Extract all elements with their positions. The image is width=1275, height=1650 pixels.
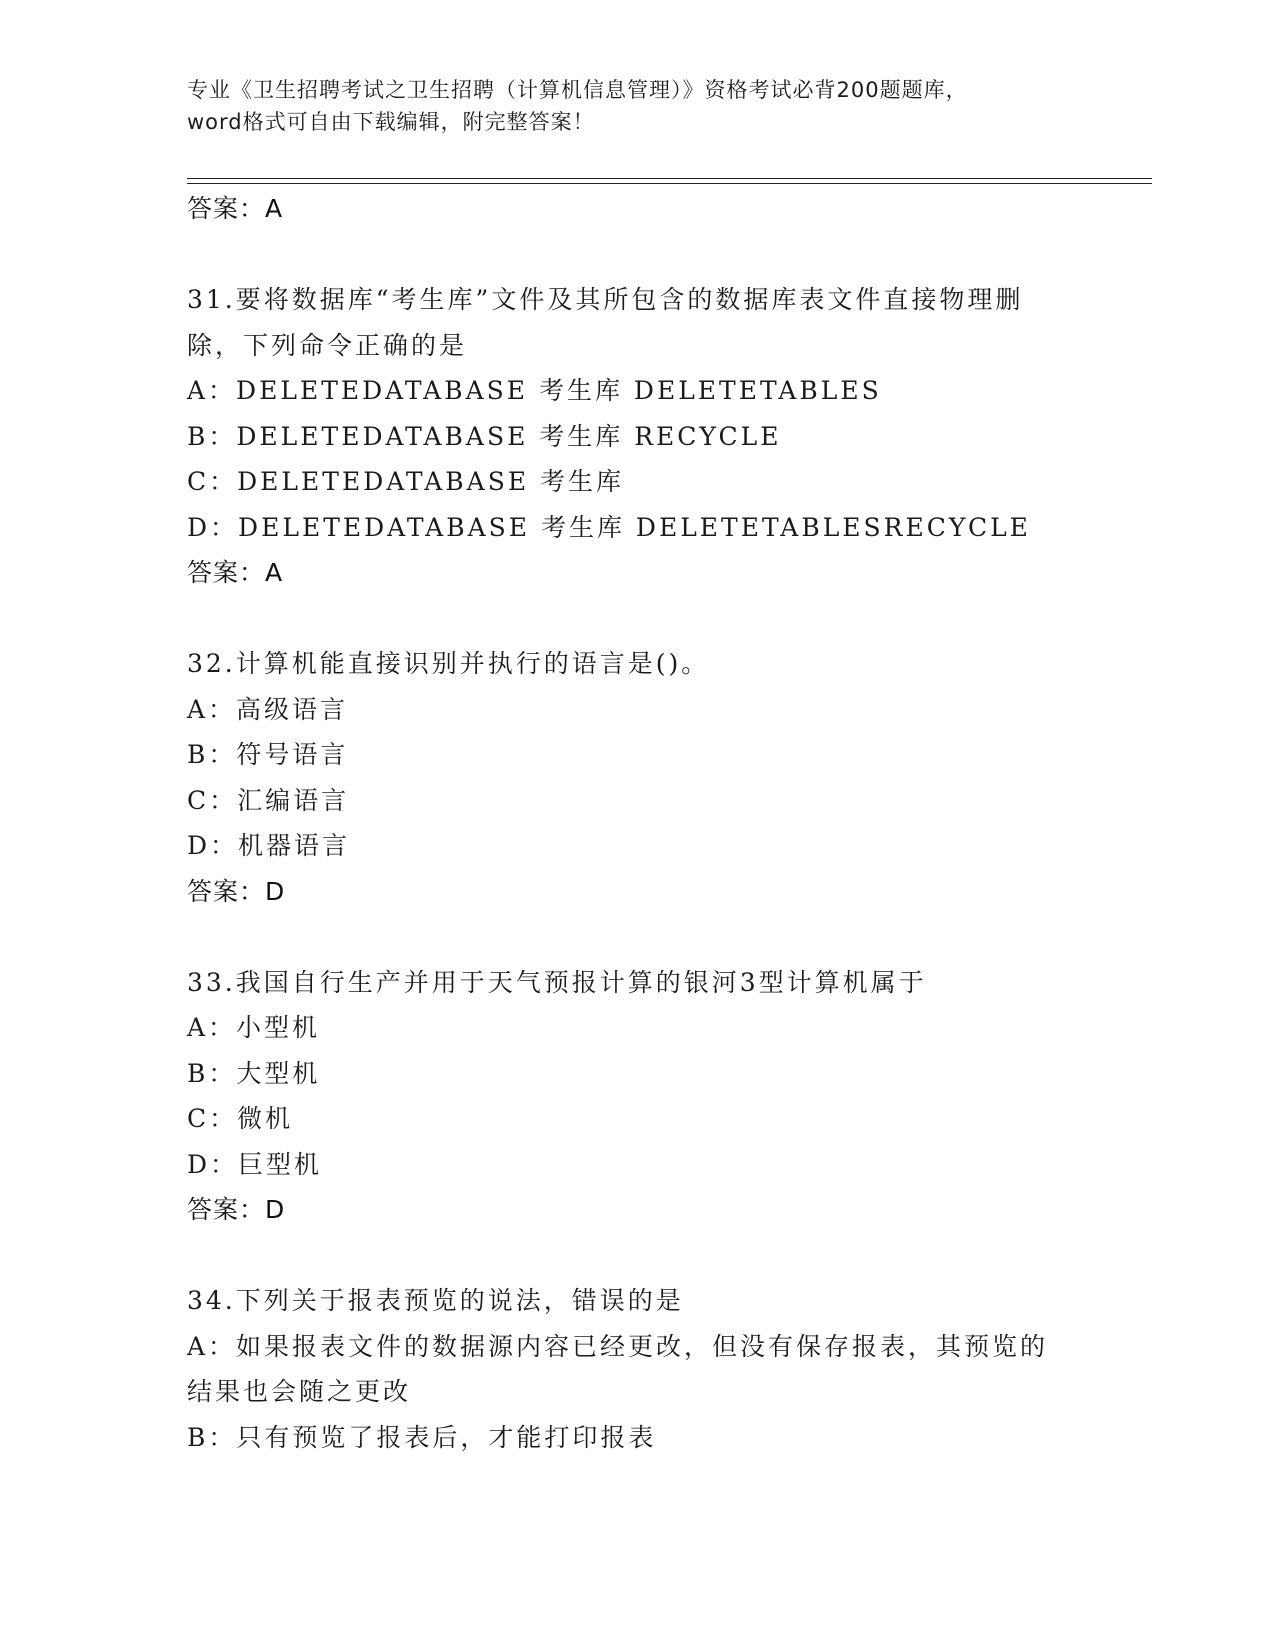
question-33-option-d: D：巨型机 [187, 1149, 323, 1179]
header-divider-bottom [187, 183, 1152, 184]
header-divider-top [187, 178, 1152, 179]
question-32-option-b: B：符号语言 [187, 740, 349, 769]
question-32-option-a: A：高级语言 [187, 694, 349, 724]
question-31-option-d: D：DELETEDATABASE 考生库 DELETETABLESRECYCLE [187, 512, 1031, 542]
question-34-option-a-line-2: 结果也会随之更改 [187, 1377, 412, 1406]
question-31-stem-line-1: 31.要将数据库“考生库”文件及其所包含的数据库表文件直接物理删 [187, 285, 1024, 314]
header-line-1: 专业《卫生招聘考试之卫生招聘（计算机信息管理）》资格考试必背200题题库， [187, 78, 968, 102]
question-34-option-a-line-1: A：如果报表文件的数据源内容已经更改，但没有保存报表，其预览的 [187, 1331, 1049, 1361]
spacer [187, 914, 1087, 960]
question-31-option-a: A：DELETEDATABASE 考生库 DELETETABLES [187, 376, 882, 405]
spacer [187, 232, 1087, 278]
question-33-stem: 33.我国自行生产并用于天气预报计算的银河3型计算机属于 [187, 967, 927, 997]
question-32-stem: 32.计算机能直接识别并执行的语言是()。 [187, 649, 710, 678]
question-33-option-a: A：小型机 [187, 1013, 321, 1042]
question-31-option-c: C：DELETEDATABASE 考生库 [187, 467, 625, 496]
question-31-stem-line-2: 除，下列命令正确的是 [187, 330, 468, 360]
question-31 [187, 277, 1087, 596]
spacer [187, 1233, 1087, 1279]
previous-answer: 答案：A [187, 194, 284, 223]
question-32-option-c: C：汇编语言 [187, 785, 350, 815]
question-33 [187, 960, 1087, 1233]
document-header [187, 74, 1087, 138]
question-32-answer: 答案：D [187, 876, 286, 906]
question-list [187, 186, 1087, 1460]
question-32-option-d: D：机器语言 [187, 831, 351, 860]
spacer [187, 596, 1087, 642]
question-34-stem: 34.下列关于报表预览的说法，错误的是 [187, 1286, 684, 1315]
question-33-answer: 答案：D [187, 1195, 286, 1224]
header-line-2: word格式可自由下载编辑，附完整答案！ [187, 110, 595, 134]
question-33-option-b: B：大型机 [187, 1058, 321, 1088]
question-31-answer: 答案：A [187, 558, 284, 587]
question-33-option-c: C：微机 [187, 1104, 294, 1133]
question-34 [187, 1278, 1087, 1460]
question-34-option-b: B：只有预览了报表后，才能打印报表 [187, 1422, 657, 1452]
question-32 [187, 641, 1087, 914]
question-31-option-b: B：DELETEDATABASE 考生库 RECYCLE [187, 421, 782, 451]
